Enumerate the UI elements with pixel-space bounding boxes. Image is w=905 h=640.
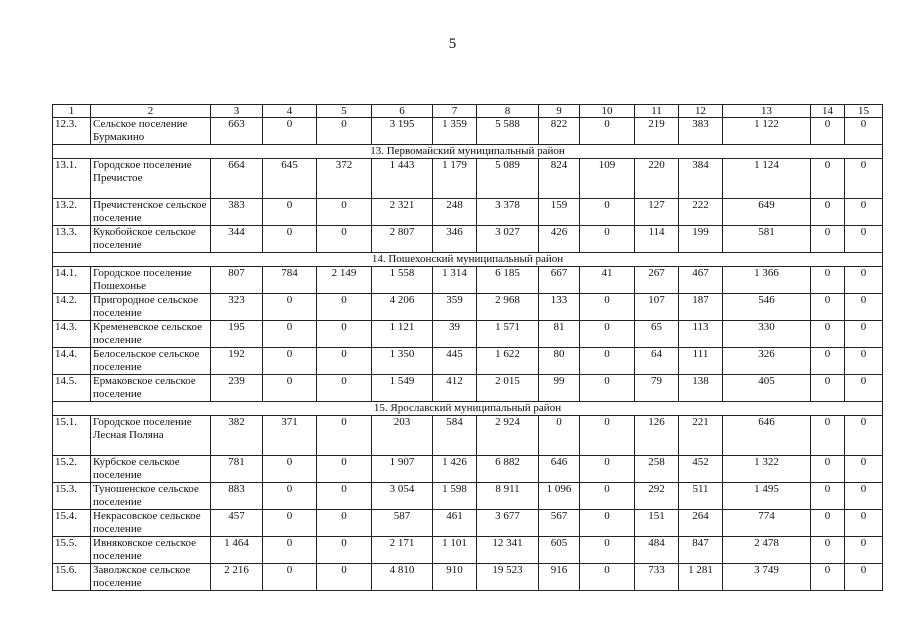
value-cell: 221 [679,416,723,456]
row-index: 14.4. [53,348,91,375]
value-cell: 0 [580,348,635,375]
value-cell: 346 [433,226,477,253]
value-cell: 0 [580,321,635,348]
value-cell: 1 464 [211,537,263,564]
value-cell: 824 [539,159,580,199]
value-cell: 784 [263,267,317,294]
value-cell: 2 149 [317,267,372,294]
row-index: 13.1. [53,159,91,199]
section-title: 13. Первомайский муниципальный район [53,145,883,159]
value-cell: 384 [679,159,723,199]
value-cell: 267 [635,267,679,294]
value-cell: 344 [211,226,263,253]
value-cell: 1 322 [723,456,811,483]
value-cell: 1 122 [723,118,811,145]
settlement-name: Городское поселение Лесная Поляна [91,416,211,456]
value-cell: 203 [372,416,433,456]
value-cell: 4 206 [372,294,433,321]
row-index: 15.4. [53,510,91,537]
column-header: 15 [845,105,883,118]
value-cell: 187 [679,294,723,321]
value-cell: 0 [317,294,372,321]
row-index: 13.2. [53,199,91,226]
value-cell: 0 [580,226,635,253]
row-index: 14.3. [53,321,91,348]
value-cell: 2 321 [372,199,433,226]
value-cell: 323 [211,294,263,321]
value-cell: 222 [679,199,723,226]
column-header: 10 [580,105,635,118]
value-cell: 3 027 [477,226,539,253]
value-cell: 2 807 [372,226,433,253]
value-cell: 0 [845,375,883,402]
value-cell: 452 [679,456,723,483]
value-cell: 330 [723,321,811,348]
value-cell: 0 [263,537,317,564]
column-header: 13 [723,105,811,118]
value-cell: 0 [263,226,317,253]
value-cell: 426 [539,226,580,253]
row-index: 15.1. [53,416,91,456]
settlement-name: Пригородное сельское поселение [91,294,211,321]
value-cell: 5 588 [477,118,539,145]
column-header: 3 [211,105,263,118]
settlement-name: Ивняковское сельское поселение [91,537,211,564]
value-cell: 1 907 [372,456,433,483]
value-cell: 1 359 [433,118,477,145]
value-cell: 65 [635,321,679,348]
table-row [53,537,883,564]
value-cell: 0 [845,564,883,591]
value-cell: 0 [263,294,317,321]
value-cell: 239 [211,375,263,402]
row-index: 12.3. [53,118,91,145]
value-cell: 258 [635,456,679,483]
table-row [53,375,883,402]
settlement-name: Белосельское сельское поселение [91,348,211,375]
value-cell: 587 [372,510,433,537]
value-cell: 2 216 [211,564,263,591]
value-cell: 3 677 [477,510,539,537]
value-cell: 645 [263,159,317,199]
value-cell: 0 [263,375,317,402]
value-cell: 1 101 [433,537,477,564]
value-cell: 0 [845,321,883,348]
table-row [53,226,883,253]
value-cell: 1 426 [433,456,477,483]
value-cell: 0 [811,226,845,253]
value-cell: 847 [679,537,723,564]
value-cell: 6 882 [477,456,539,483]
value-cell: 195 [211,321,263,348]
value-cell: 1 558 [372,267,433,294]
value-cell: 0 [317,226,372,253]
section-row [53,145,883,159]
value-cell: 111 [679,348,723,375]
row-index: 15.6. [53,564,91,591]
value-cell: 0 [811,294,845,321]
table-row [53,321,883,348]
value-cell: 0 [317,118,372,145]
value-cell: 2 924 [477,416,539,456]
value-cell: 646 [539,456,580,483]
value-cell: 0 [263,510,317,537]
value-cell: 0 [811,564,845,591]
value-cell: 199 [679,226,723,253]
value-cell: 484 [635,537,679,564]
value-cell: 0 [317,564,372,591]
page-number: 5 [448,36,457,52]
value-cell: 19 523 [477,564,539,591]
value-cell: 0 [811,348,845,375]
row-index: 15.5. [53,537,91,564]
column-header: 4 [263,105,317,118]
value-cell: 151 [635,510,679,537]
value-cell: 0 [811,159,845,199]
table-row [53,159,883,199]
settlement-name: Пречистенское сельское поселение [91,199,211,226]
table-row [53,348,883,375]
value-cell: 0 [317,456,372,483]
row-index: 15.3. [53,483,91,510]
value-cell: 326 [723,348,811,375]
value-cell: 412 [433,375,477,402]
row-index: 14.1. [53,267,91,294]
value-cell: 3 749 [723,564,811,591]
value-cell: 0 [263,118,317,145]
column-header: 11 [635,105,679,118]
value-cell: 1 443 [372,159,433,199]
value-cell: 12 341 [477,537,539,564]
row-index: 13.3. [53,226,91,253]
value-cell: 910 [433,564,477,591]
value-cell: 64 [635,348,679,375]
value-cell: 0 [580,416,635,456]
settlement-name: Некрасовское сельское поселение [91,510,211,537]
value-cell: 0 [317,510,372,537]
section-row [53,402,883,416]
value-cell: 359 [433,294,477,321]
value-cell: 4 810 [372,564,433,591]
settlement-name: Кременевское сельское поселение [91,321,211,348]
section-title: 14. Пошехонский муниципальный район [53,253,883,267]
table-row [53,267,883,294]
value-cell: 0 [811,537,845,564]
value-cell: 0 [580,483,635,510]
value-cell: 264 [679,510,723,537]
table-row [53,416,883,456]
value-cell: 0 [317,483,372,510]
value-cell: 0 [317,416,372,456]
settlement-name: Кукобойское сельское поселение [91,226,211,253]
value-cell: 39 [433,321,477,348]
table-row [53,199,883,226]
value-cell: 159 [539,199,580,226]
settlement-name: Туношенское сельское поселение [91,483,211,510]
value-cell: 1 571 [477,321,539,348]
column-header: 8 [477,105,539,118]
value-cell: 0 [845,348,883,375]
row-index: 14.2. [53,294,91,321]
value-cell: 0 [811,267,845,294]
value-cell: 3 195 [372,118,433,145]
value-cell: 41 [580,267,635,294]
value-cell: 0 [845,226,883,253]
value-cell: 605 [539,537,580,564]
table-row [53,456,883,483]
value-cell: 581 [723,226,811,253]
value-cell: 372 [317,159,372,199]
value-cell: 292 [635,483,679,510]
value-cell: 405 [723,375,811,402]
value-cell: 0 [580,199,635,226]
value-cell: 445 [433,348,477,375]
value-cell: 2 478 [723,537,811,564]
value-cell: 383 [679,118,723,145]
value-cell: 916 [539,564,580,591]
value-cell: 774 [723,510,811,537]
value-cell: 0 [317,537,372,564]
value-cell: 114 [635,226,679,253]
value-cell: 461 [433,510,477,537]
value-cell: 0 [263,199,317,226]
value-cell: 0 [811,510,845,537]
value-cell: 3 054 [372,483,433,510]
value-cell: 1 549 [372,375,433,402]
value-cell: 0 [845,537,883,564]
column-header: 14 [811,105,845,118]
value-cell: 733 [635,564,679,591]
value-cell: 1 622 [477,348,539,375]
value-cell: 0 [845,416,883,456]
value-cell: 1 495 [723,483,811,510]
value-cell: 0 [263,483,317,510]
value-cell: 371 [263,416,317,456]
value-cell: 1 096 [539,483,580,510]
value-cell: 113 [679,321,723,348]
value-cell: 807 [211,267,263,294]
value-cell: 1 124 [723,159,811,199]
value-cell: 107 [635,294,679,321]
value-cell: 0 [317,348,372,375]
value-cell: 133 [539,294,580,321]
table-row [53,294,883,321]
table-row [53,483,883,510]
value-cell: 80 [539,348,580,375]
value-cell: 0 [580,564,635,591]
value-cell: 2 015 [477,375,539,402]
value-cell: 781 [211,456,263,483]
column-header: 5 [317,105,372,118]
value-cell: 0 [811,416,845,456]
value-cell: 0 [811,118,845,145]
value-cell: 0 [845,483,883,510]
row-index: 15.2. [53,456,91,483]
column-header: 12 [679,105,723,118]
value-cell: 0 [580,294,635,321]
row-index: 14.5. [53,375,91,402]
value-cell: 664 [211,159,263,199]
value-cell: 109 [580,159,635,199]
value-cell: 248 [433,199,477,226]
settlement-name: Ермаковское сельское поселение [91,375,211,402]
value-cell: 0 [580,510,635,537]
settlement-name: Курбское сельское поселение [91,456,211,483]
table-row [53,564,883,591]
value-cell: 546 [723,294,811,321]
column-header: 6 [372,105,433,118]
value-cell: 383 [211,199,263,226]
value-cell: 79 [635,375,679,402]
value-cell: 0 [845,510,883,537]
value-cell: 0 [263,321,317,348]
value-cell: 0 [263,456,317,483]
value-cell: 584 [433,416,477,456]
column-header: 9 [539,105,580,118]
value-cell: 192 [211,348,263,375]
value-cell: 0 [580,537,635,564]
value-cell: 0 [317,199,372,226]
column-header: 7 [433,105,477,118]
section-row [53,253,883,267]
value-cell: 511 [679,483,723,510]
value-cell: 0 [580,375,635,402]
table-row [53,510,883,537]
value-cell: 1 366 [723,267,811,294]
table-row [53,118,883,145]
value-cell: 1 598 [433,483,477,510]
value-cell: 81 [539,321,580,348]
value-cell: 822 [539,118,580,145]
value-cell: 467 [679,267,723,294]
value-cell: 0 [811,375,845,402]
value-cell: 0 [811,321,845,348]
value-cell: 0 [845,456,883,483]
value-cell: 0 [263,564,317,591]
value-cell: 1 281 [679,564,723,591]
value-cell: 3 378 [477,199,539,226]
value-cell: 0 [811,483,845,510]
value-cell: 2 171 [372,537,433,564]
value-cell: 567 [539,510,580,537]
value-cell: 0 [263,348,317,375]
value-cell: 1 121 [372,321,433,348]
value-cell: 1 314 [433,267,477,294]
value-cell: 0 [845,159,883,199]
value-cell: 220 [635,159,679,199]
column-header: 2 [91,105,211,118]
value-cell: 0 [580,118,635,145]
value-cell: 99 [539,375,580,402]
settlement-name: Городское поселение Пречистое [91,159,211,199]
value-cell: 0 [811,456,845,483]
value-cell: 0 [845,267,883,294]
value-cell: 127 [635,199,679,226]
value-cell: 8 911 [477,483,539,510]
value-cell: 126 [635,416,679,456]
value-cell: 457 [211,510,263,537]
value-cell: 0 [845,294,883,321]
value-cell: 0 [811,199,845,226]
value-cell: 0 [845,118,883,145]
value-cell: 2 968 [477,294,539,321]
value-cell: 219 [635,118,679,145]
value-cell: 667 [539,267,580,294]
value-cell: 883 [211,483,263,510]
value-cell: 382 [211,416,263,456]
value-cell: 6 185 [477,267,539,294]
value-cell: 0 [317,321,372,348]
value-cell: 0 [539,416,580,456]
value-cell: 1 350 [372,348,433,375]
value-cell: 0 [317,375,372,402]
header-row [53,105,883,118]
settlement-name: Городское поселение Пошехонье [91,267,211,294]
settlement-name: Сельское поселение Бурмакино [91,118,211,145]
settlement-name: Заволжское сельское поселение [91,564,211,591]
value-cell: 646 [723,416,811,456]
section-title: 15. Ярославский муниципальный район [53,402,883,416]
value-cell: 663 [211,118,263,145]
column-header: 1 [53,105,91,118]
data-table [52,104,883,591]
value-cell: 1 179 [433,159,477,199]
value-cell: 0 [845,199,883,226]
value-cell: 138 [679,375,723,402]
table-body [53,105,883,591]
value-cell: 5 089 [477,159,539,199]
value-cell: 649 [723,199,811,226]
value-cell: 0 [580,456,635,483]
